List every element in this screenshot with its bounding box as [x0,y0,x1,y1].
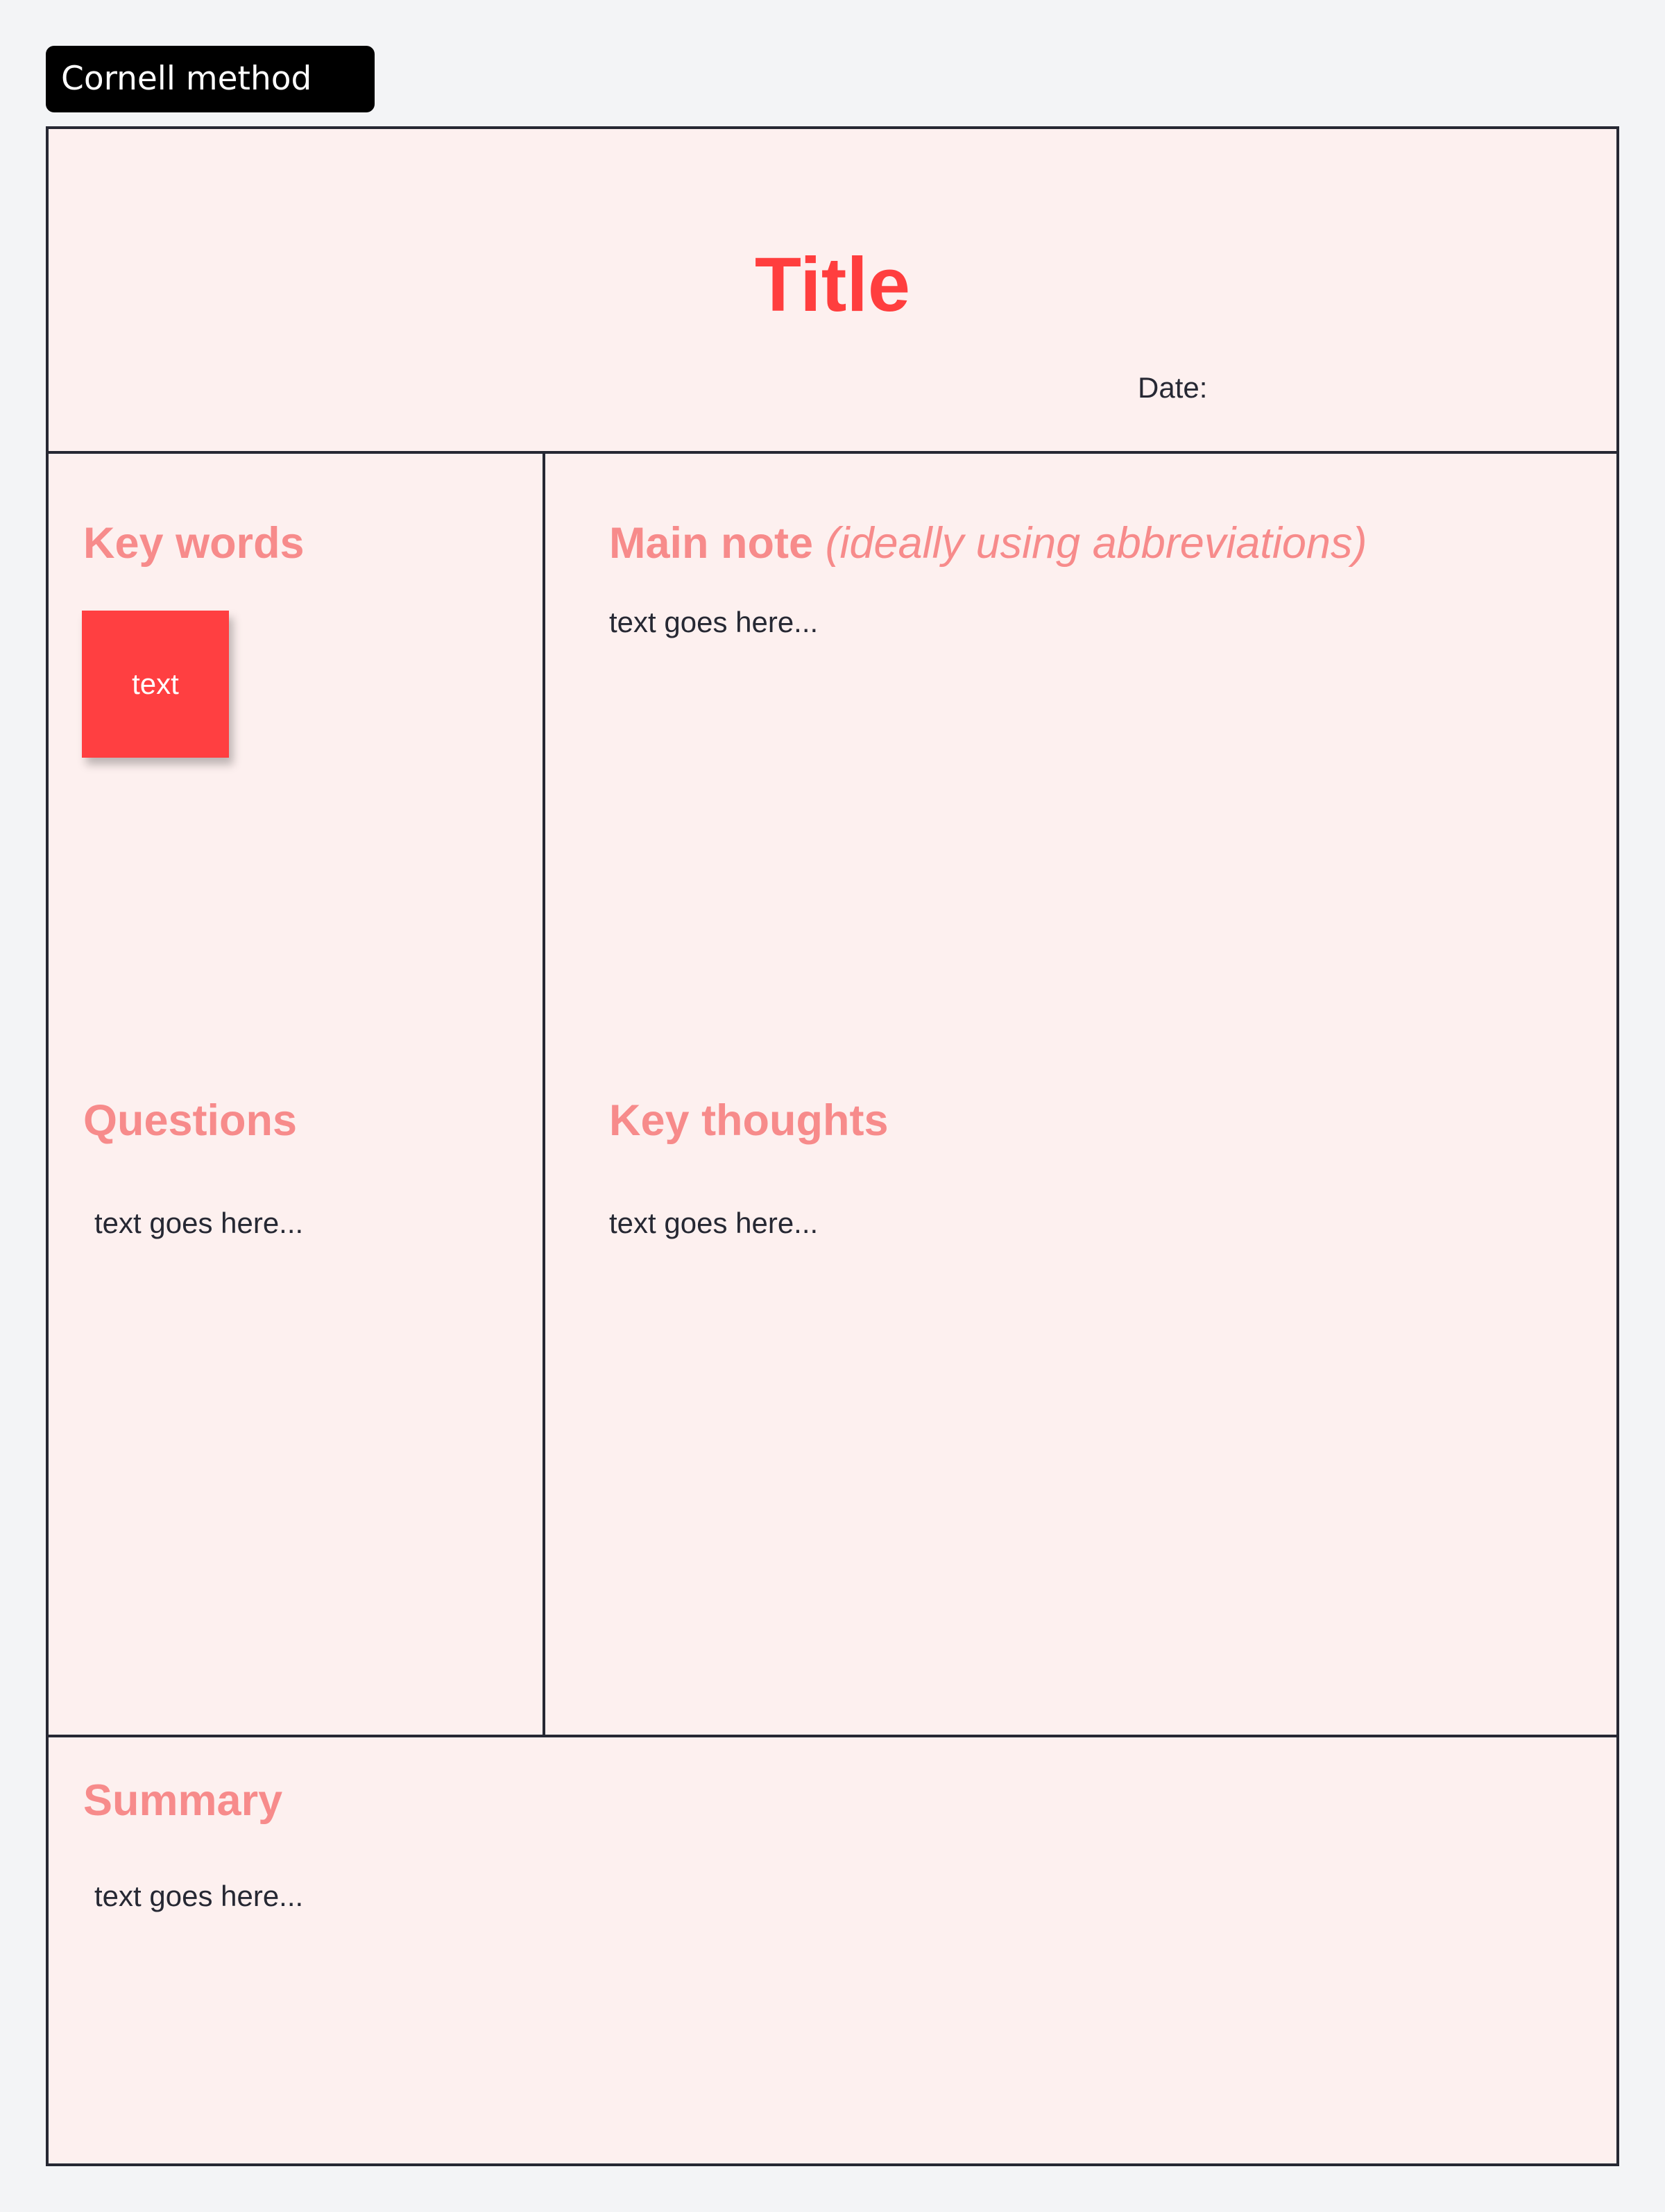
questions-text[interactable]: text goes here... [94,1207,304,1239]
key-thoughts-text[interactable]: text goes here... [609,1207,819,1239]
header-divider [49,451,1616,454]
key-words-heading[interactable]: Key words [83,519,305,568]
main-note-heading[interactable] [609,519,1367,568]
main-note-heading-title: Main note [609,519,813,568]
main-note-heading-note: (ideally using abbreviations) [825,519,1367,568]
main-note-text[interactable]: text goes here... [609,606,819,638]
sticky-note[interactable] [82,611,229,758]
frame-label[interactable]: Cornell method [46,46,375,112]
sticky-note-text: text [132,667,179,700]
column-divider [543,451,545,1736]
key-thoughts-heading[interactable]: Key thoughts [609,1096,889,1145]
page-title[interactable]: Title [754,242,911,327]
summary-heading[interactable]: Summary [83,1776,283,1825]
questions-heading[interactable]: Questions [83,1096,298,1145]
summary-text[interactable]: text goes here... [94,1880,304,1912]
cornell-notes-board [46,126,1619,2166]
summary-divider [49,1735,1616,1737]
date-label[interactable]: Date: [1138,371,1208,404]
